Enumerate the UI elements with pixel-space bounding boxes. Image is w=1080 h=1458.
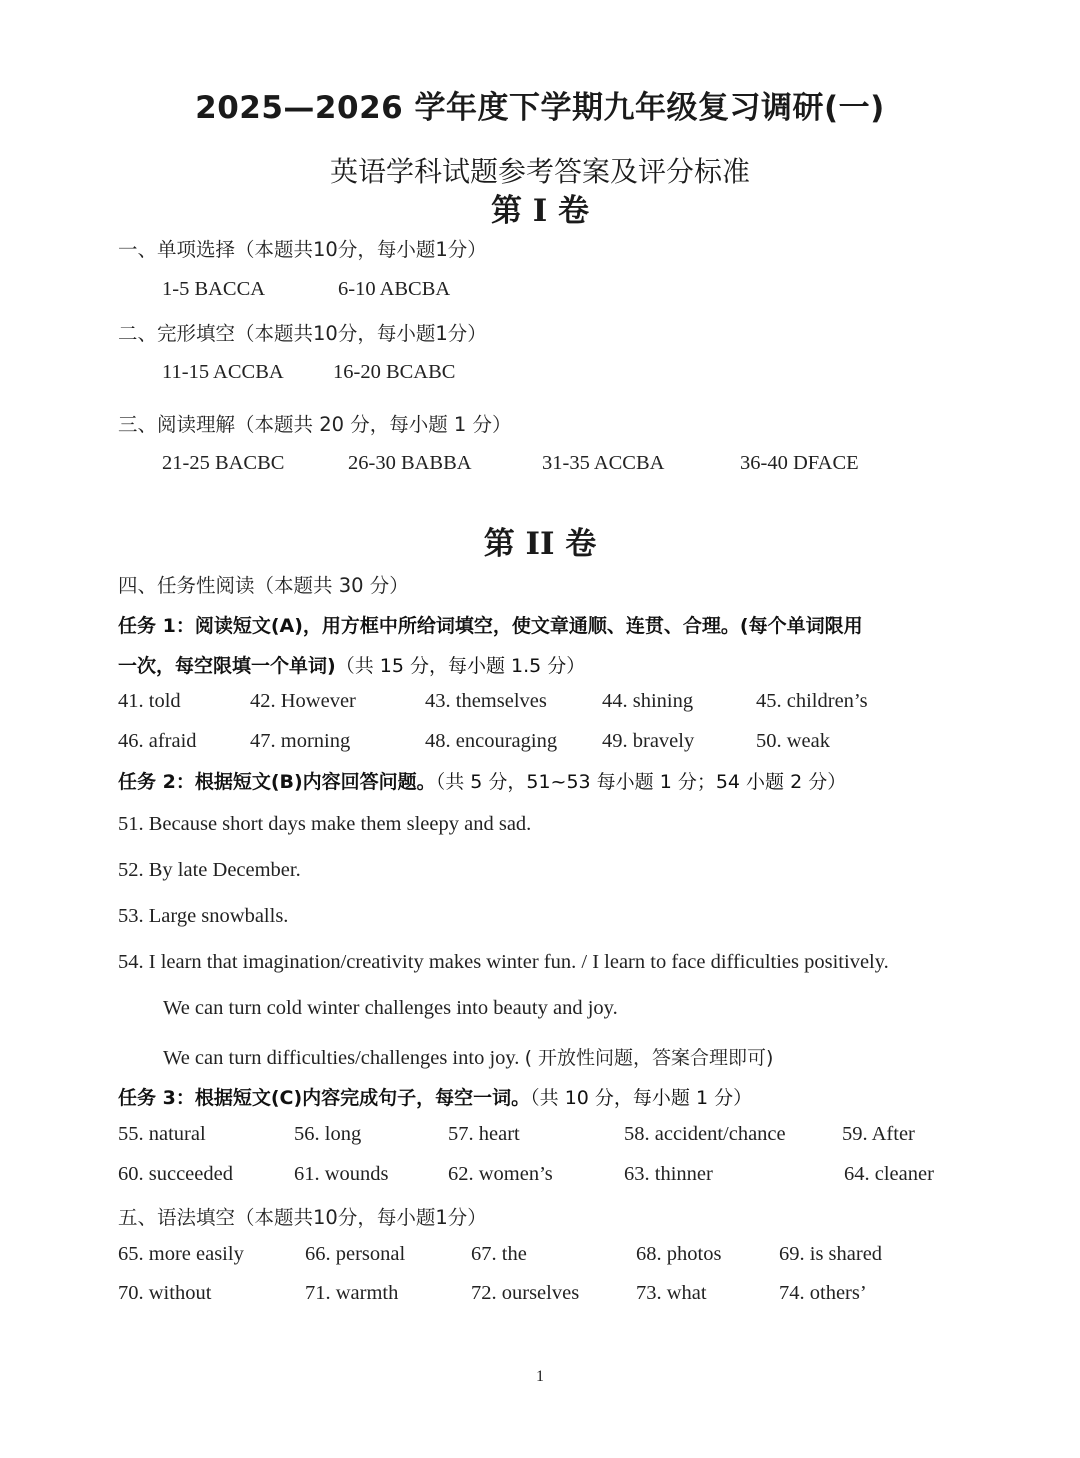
- task-2-instruction: 任务 2：根据短文(B)内容回答问题。: [118, 771, 436, 793]
- section-3-heading: 三、阅读理解（本题共 20 分，每小题 1 分）: [118, 413, 512, 436]
- answer-54-line1: 54. I learn that imagination/creativity makes winter fun. / I learn to face difficulties positively.: [118, 951, 889, 973]
- answer-item: 71. warmth: [305, 1282, 399, 1304]
- answer-group: 16-20 BCABC: [333, 361, 456, 383]
- answer-item: 68. photos: [636, 1243, 722, 1265]
- task-1-heading-line2: [118, 651, 585, 678]
- answer-item: 48. encouraging: [425, 730, 558, 752]
- answer-item: 43. themselves: [425, 690, 547, 712]
- answer-51: 51. Because short days make them sleepy and sad.: [118, 813, 532, 835]
- main-title: 2025—2026 学年度下学期九年级复习调研(一): [195, 90, 885, 126]
- answer-item: 66. personal: [305, 1243, 406, 1265]
- answer-group: 36-40 DFACE: [740, 452, 859, 474]
- answer-item: 56. long: [294, 1123, 362, 1145]
- answer-53: 53. Large snowballs.: [118, 905, 289, 927]
- answer-item: 64. cleaner: [844, 1163, 934, 1185]
- section-2-heading: 二、完形填空（本题共10分，每小题1分）: [118, 322, 487, 345]
- answer-item: 70. without: [118, 1282, 212, 1304]
- page-number: 1: [536, 1368, 544, 1385]
- answer-item: 63. thinner: [624, 1163, 713, 1185]
- task-2-score-note: （共 5 分，51~53 每小题 1 分；54 小题 2 分）: [435, 771, 847, 793]
- volume-2-title: 第 II 卷: [483, 526, 597, 562]
- answer-group: 21-25 BACBC: [162, 452, 285, 474]
- answer-54-line2: We can turn cold winter challenges into beauty and joy.: [163, 997, 618, 1019]
- answer-item: 65. more easily: [118, 1243, 244, 1265]
- answer-item: 50. weak: [756, 730, 831, 752]
- section-1-heading: 一、单项选择（本题共10分，每小题1分）: [118, 238, 487, 261]
- task-2-heading: [118, 767, 846, 794]
- answer-item: 59. After: [842, 1123, 915, 1145]
- task-3-score-note: （共 10 分，每小题 1 分）: [530, 1087, 753, 1109]
- task-3-heading: [118, 1083, 752, 1110]
- section-5-heading: 五、语法填空（本题共10分，每小题1分）: [118, 1206, 487, 1229]
- answer-group: 11-15 ACCBA: [162, 361, 284, 383]
- answer-item: 49. bravely: [602, 730, 695, 752]
- task-1-heading: 任务 1：阅读短文(A)，用方框中所给词填空，使文章通顺、连贯、合理。(每个单词限用: [118, 615, 863, 637]
- answer-item: 42. However: [250, 690, 356, 712]
- answer-item: 57. heart: [448, 1123, 520, 1145]
- answer-item: 62. women’s: [448, 1163, 553, 1185]
- answer-item: 74. others’: [779, 1282, 867, 1304]
- answer-item: 41. told: [118, 690, 181, 712]
- sub-title: 英语学科试题参考答案及评分标准: [329, 155, 750, 188]
- answer-54-text: We can turn difficulties/challenges into joy.: [163, 1047, 520, 1069]
- task-3-instruction: 任务 3：根据短文(C)内容完成句子，每空一词。: [118, 1087, 531, 1109]
- answer-item: 60. succeeded: [118, 1163, 233, 1185]
- answer-item: 61. wounds: [294, 1163, 389, 1185]
- answer-item: 58. accident/chance: [624, 1123, 786, 1145]
- answer-item: 73. what: [636, 1282, 707, 1304]
- answer-item: 47. morning: [250, 730, 351, 752]
- volume-1-title: 第 I 卷: [490, 193, 590, 229]
- answer-item: 67. the: [471, 1243, 527, 1265]
- task-1-instruction: 一次，每空限填一个单词): [118, 655, 336, 677]
- answer-54-note: ( 开放性问题，答案合理即可): [524, 1047, 774, 1069]
- answer-group: 26-30 BABBA: [348, 452, 472, 474]
- answer-item: 44. shining: [602, 690, 694, 712]
- task-1-score-note: （共 15 分，每小题 1.5 分）: [335, 655, 586, 677]
- answer-item: 55. natural: [118, 1123, 206, 1145]
- answer-group: 6-10 ABCBA: [338, 278, 451, 300]
- answer-54-line3: [163, 1043, 773, 1070]
- answer-item: 72. ourselves: [471, 1282, 580, 1304]
- answer-item: 69. is shared: [779, 1243, 883, 1265]
- answer-group: 31-35 ACCBA: [542, 452, 665, 474]
- answer-52: 52. By late December.: [118, 859, 301, 881]
- answer-item: 46. afraid: [118, 730, 197, 752]
- section-4-heading: 四、任务性阅读（本题共 30 分）: [118, 574, 409, 597]
- answer-group: 1-5 BACCA: [162, 278, 266, 300]
- answer-item: 45. children’s: [756, 690, 868, 712]
